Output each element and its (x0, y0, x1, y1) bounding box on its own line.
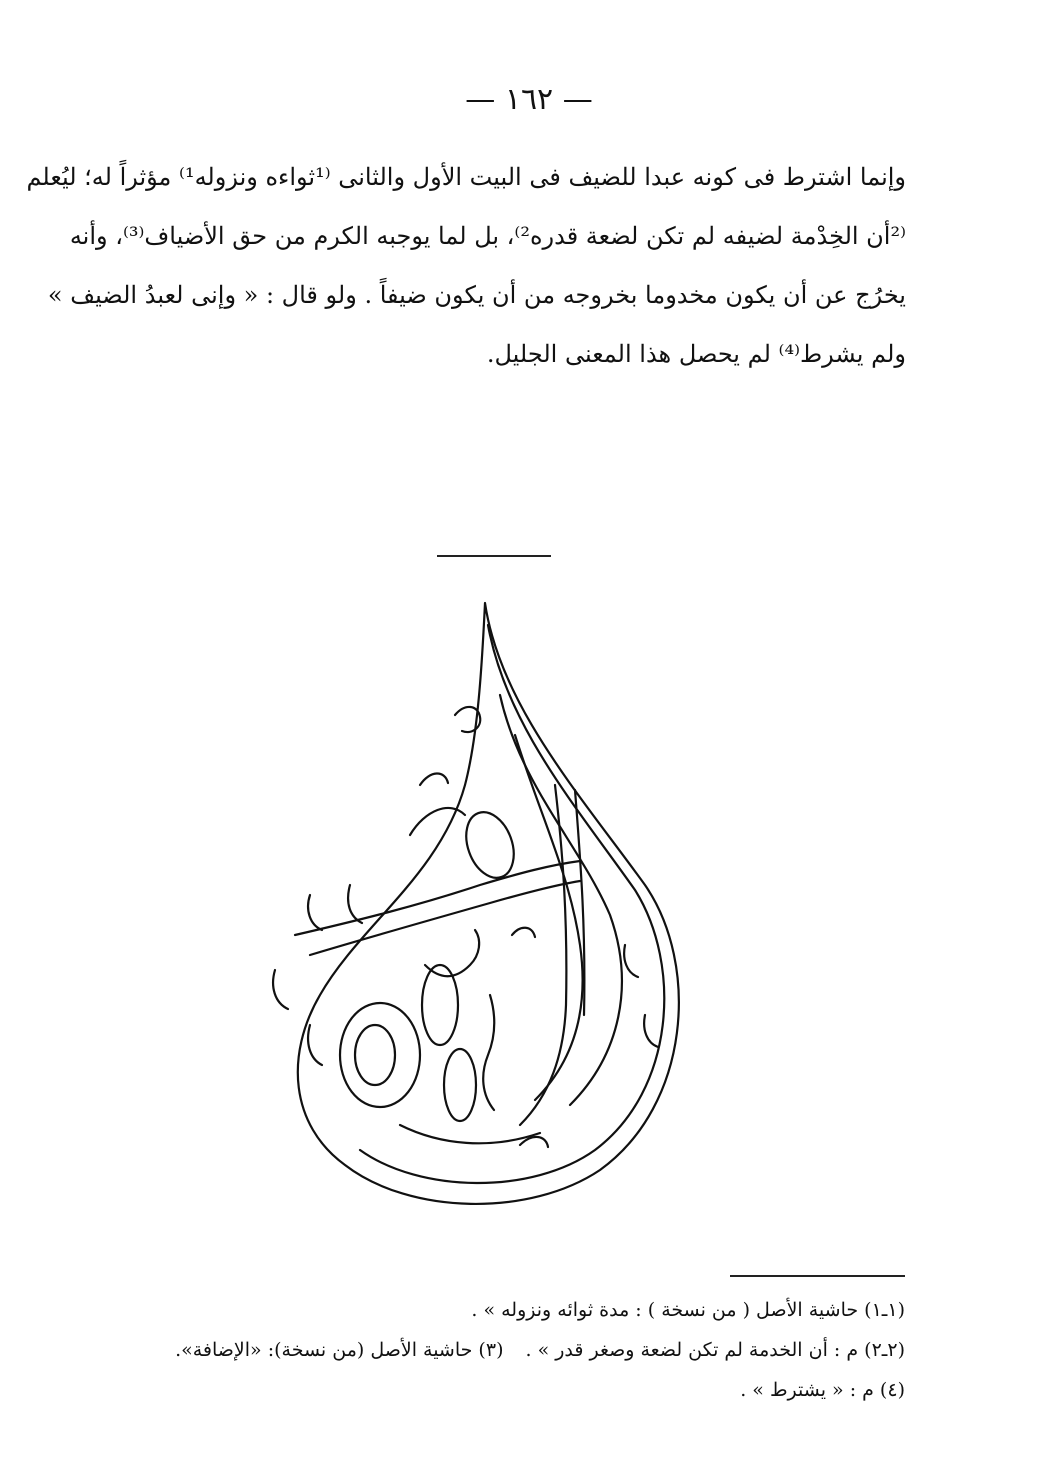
calligraphic-teardrop-ornament-icon (250, 585, 730, 1205)
footnote (80, 1330, 905, 1370)
page-number: — ١٦٢ — (465, 82, 593, 117)
footnote-text: (٢ـ٢) م : أن الخدمة لم تكن لضعة وصغر قدر » . (525, 1339, 905, 1361)
section-divider (437, 555, 551, 557)
footnotes (80, 1290, 905, 1410)
text-line: ⁽²أن الخِدْمة لضيفه لم تكن لضعة قدره²⁾، بل لما يوجبه الكرم من حق الأضياف⁽³⁾، وأنه (69, 222, 906, 250)
footnote-text: (٣) حاشية الأصل (من نسخة): «الإضافة». (175, 1339, 504, 1361)
footnote-text: (٤) م : « يشترط » . (740, 1379, 905, 1401)
footnote (80, 1370, 905, 1410)
text-line: يخرُج عن أن يكون مخدوما بخروجه من أن يكون ضيفاً . ولو قال : « وإنى لعبدُ الضيف » (47, 281, 906, 309)
main-text (26, 148, 906, 384)
text-line: ولم يشرط⁽⁴⁾ لم يحصل هذا المعنى الجليل. (486, 340, 906, 368)
footnote-rule (730, 1275, 905, 1277)
text-line: وإنما اشترط فى كونه عبدا للضيف فى البيت الأول والثانى ⁽¹ثواءه ونزوله¹⁾ مؤثراً له؛ ليُعلم (26, 163, 906, 191)
footnote (80, 1290, 905, 1330)
footnote-text: (١ـ١) حاشية الأصل ( من نسخة ) : مدة ثوائه ونزوله » . (471, 1299, 905, 1321)
